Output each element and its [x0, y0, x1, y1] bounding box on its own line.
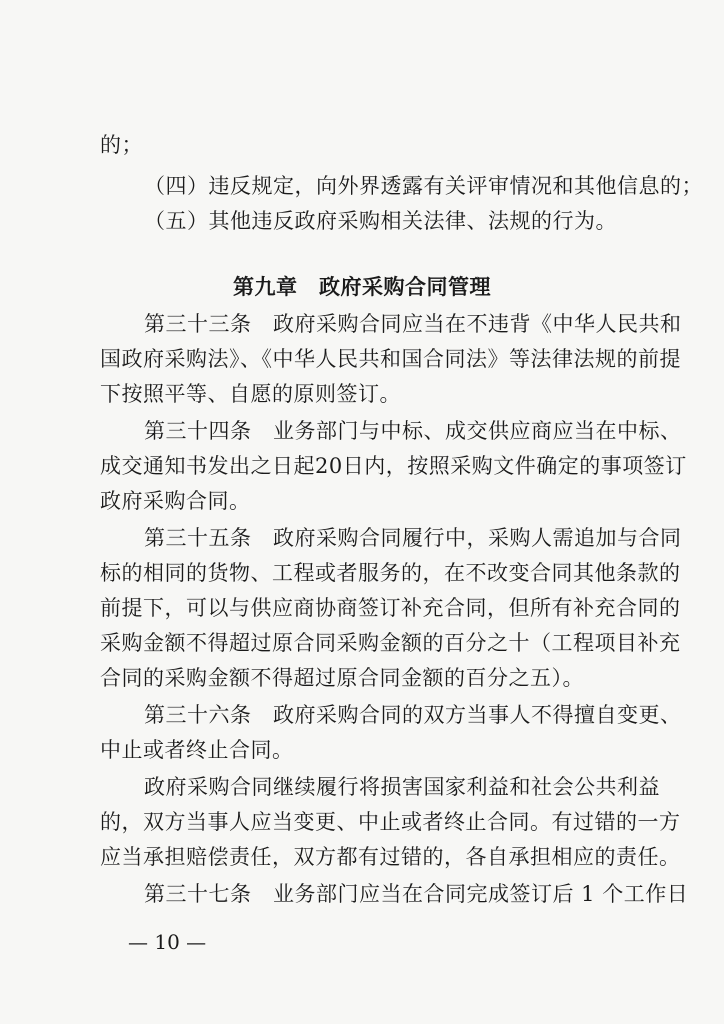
paragraph-line: 中止或者终止合同。 [100, 738, 294, 762]
paragraph-line: 第三十三条 政府采购合同应当在不违背《中华人民共和 [144, 312, 682, 336]
paragraph-line: 前提下，可以与供应商协商签订补充合同，但所有补充合同的 [100, 596, 681, 620]
paragraph-line: 成交通知书发出之日起20日内，按照采购文件确定的事项签订 [100, 454, 687, 478]
paragraph-line: 合同的采购金额不得超过原合同金额的百分之五）。 [100, 666, 584, 690]
paragraph-line: 的； [100, 133, 143, 157]
chapter-heading: 第九章 政府采购合同管理 [233, 275, 491, 299]
page-number: — 10 — [128, 930, 207, 954]
paragraph-line: 标的相同的货物、工程或者服务的，在不改变合同其他条款的 [100, 561, 681, 585]
paragraph-line: 第三十七条 业务部门应当在合同完成签订后 1 个工作日 [144, 882, 689, 906]
paragraph-line: 第三十六条 政府采购合同的双方当事人不得擅自变更、 [144, 703, 682, 727]
paragraph-line: 政府采购合同继续履行将损害国家利益和社会公共利益 [144, 775, 660, 799]
paragraph-line: 国政府采购法》、《中华人民共和国合同法》等法律法规的前提 [100, 347, 681, 371]
paragraph-line: 第三十四条 业务部门与中标、成交供应商应当在中标、 [144, 419, 682, 443]
paragraph-line: 的，双方当事人应当变更、中止或者终止合同。有过错的一方 [100, 810, 681, 834]
paragraph-line: 采购金额不得超过原合同采购金额的百分之十（工程项目补充 [100, 631, 681, 655]
paragraph-line: 应当承担赔偿责任，双方都有过错的，各自承担相应的责任。 [100, 845, 681, 869]
paragraph-line: （五）其他违反政府采购相关法律、法规的行为。 [144, 209, 617, 233]
paragraph-line: 第三十五条 政府采购合同履行中，采购人需追加与合同 [144, 526, 682, 550]
paragraph-line: 下按照平等、自愿的原则签订。 [100, 382, 401, 406]
paragraph-line: （四）违反规定，向外界透露有关评审情况和其他信息的； [144, 174, 703, 198]
paragraph-line: 政府采购合同。 [100, 489, 251, 513]
